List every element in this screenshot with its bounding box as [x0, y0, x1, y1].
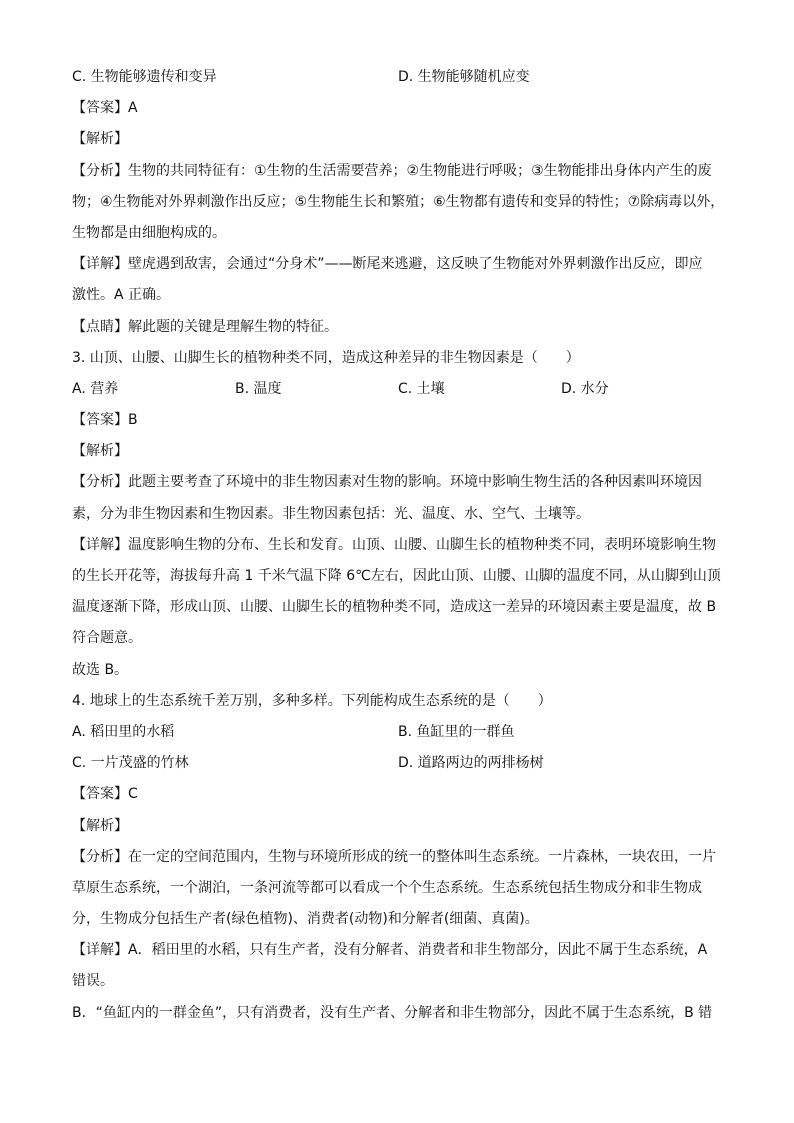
text-line: 素，分为非生物因素和生物因素。非生物因素包括：光、温度、水、空气、土壤等。 — [72, 505, 590, 522]
text-line: 【答案】C — [72, 786, 138, 803]
text-line: 分，生物成分包括生产者(绿色植物)、消费者(动物)和分解者(细菌、真菌)。 — [72, 911, 539, 928]
answer-option: D. 水分 — [561, 380, 609, 397]
answer-option: A. 稻田里的水稻 — [72, 723, 175, 740]
answer-option: C. 生物能够遗传和变异 — [72, 69, 217, 85]
text-line: 3. 山顶、山腰、山脚生长的植物种类不同，造成这种差异的非生物因素是（ ） — [72, 349, 580, 366]
text-line: 【详解】壁虎遇到敌害，会通过“分身术”——断尾来逃避，这反映了生物能对外界刺激作出反应，即应 — [72, 256, 703, 273]
text-line: 【解析】 — [72, 131, 128, 148]
text-line: 故选 B。 — [72, 661, 129, 678]
answer-option: D. 生物能够随机应变 — [398, 69, 530, 85]
text-line: 的生长开花等，海拔每升高 1 千米气温下降 6℃左右，因此山顶、山腰、山脚的温度不同，从山脚到山顶 — [72, 568, 721, 584]
answer-option: B. 温度 — [235, 380, 282, 397]
option-row — [72, 62, 732, 93]
answer-option: A. 营养 — [72, 380, 119, 397]
text-line: 激性。A 正确。 — [72, 287, 171, 304]
text-line: 【点睛】解此题的关键是理解生物的特征。 — [72, 318, 338, 335]
text-line: 生物都是由细胞构成的。 — [72, 224, 226, 241]
answer-option: D. 道路两边的两排杨树 — [398, 755, 544, 772]
answer-option: C. 土壤 — [398, 380, 445, 397]
text-line: 温度逐渐下降，形成山顶、山腰、山脚生长的植物种类不同，造成这一差异的环境因素主要是温度，故 B — [72, 599, 717, 616]
text-line: 错误。 — [72, 973, 114, 990]
text-line: 【解析】 — [72, 817, 128, 834]
text-line: 【详解】温度影响生物的分布、生长和发育。山顶、山腰、山脚生长的植物种类不同，表明环境影响生物 — [72, 536, 716, 553]
option-row — [72, 748, 732, 779]
text-line: 【分析】此题主要考查了环境中的非生物因素对生物的影响。环境中影响生物生活的各种因素叫环境因 — [72, 474, 702, 491]
text-line: 【答案】B — [72, 412, 138, 429]
option-row — [72, 374, 732, 405]
text-line: 【解析】 — [72, 443, 128, 460]
text-line: 【分析】在一定的空间范围内，生物与环境所形成的统一的整体叫生态系统。一片森林，一块农田，一片 — [72, 848, 716, 865]
text-line: 草原生态系统，一个湖泊，一条河流等都可以看成一个个生态系统。生态系统包括生物成分和非生物成 — [72, 879, 702, 896]
text-line: 【分析】生物的共同特征有：①生物的生活需要营养；②生物能进行呼吸；③生物能排出身体内产生的废 — [72, 162, 712, 179]
text-line: 【详解】A．稻田里的水稻，只有生产者，没有分解者、消费者和非生物部分，因此不属于生态系统，A — [72, 942, 708, 959]
answer-option: B. 鱼缸里的一群鱼 — [398, 723, 515, 740]
text-line: 符合题意。 — [72, 630, 142, 647]
document-page — [72, 62, 732, 1029]
text-line: 【答案】A — [72, 100, 138, 117]
text-line: 4. 地球上的生态系统千差万别，多种多样。下列能构成生态系统的是（ ） — [72, 692, 552, 709]
text-line: B．“鱼缸内的一群金鱼”，只有消费者，没有生产者、分解者和非生物部分，因此不属于生态系统，B 错 — [72, 1004, 713, 1021]
answer-option: C. 一片茂盛的竹林 — [72, 755, 189, 772]
option-row — [72, 717, 732, 748]
text-line: 物；④生物能对外界刺激作出反应；⑤生物能生长和繁殖；⑥生物都有遗传和变异的特性；⑦除病毒以外， — [72, 193, 725, 210]
